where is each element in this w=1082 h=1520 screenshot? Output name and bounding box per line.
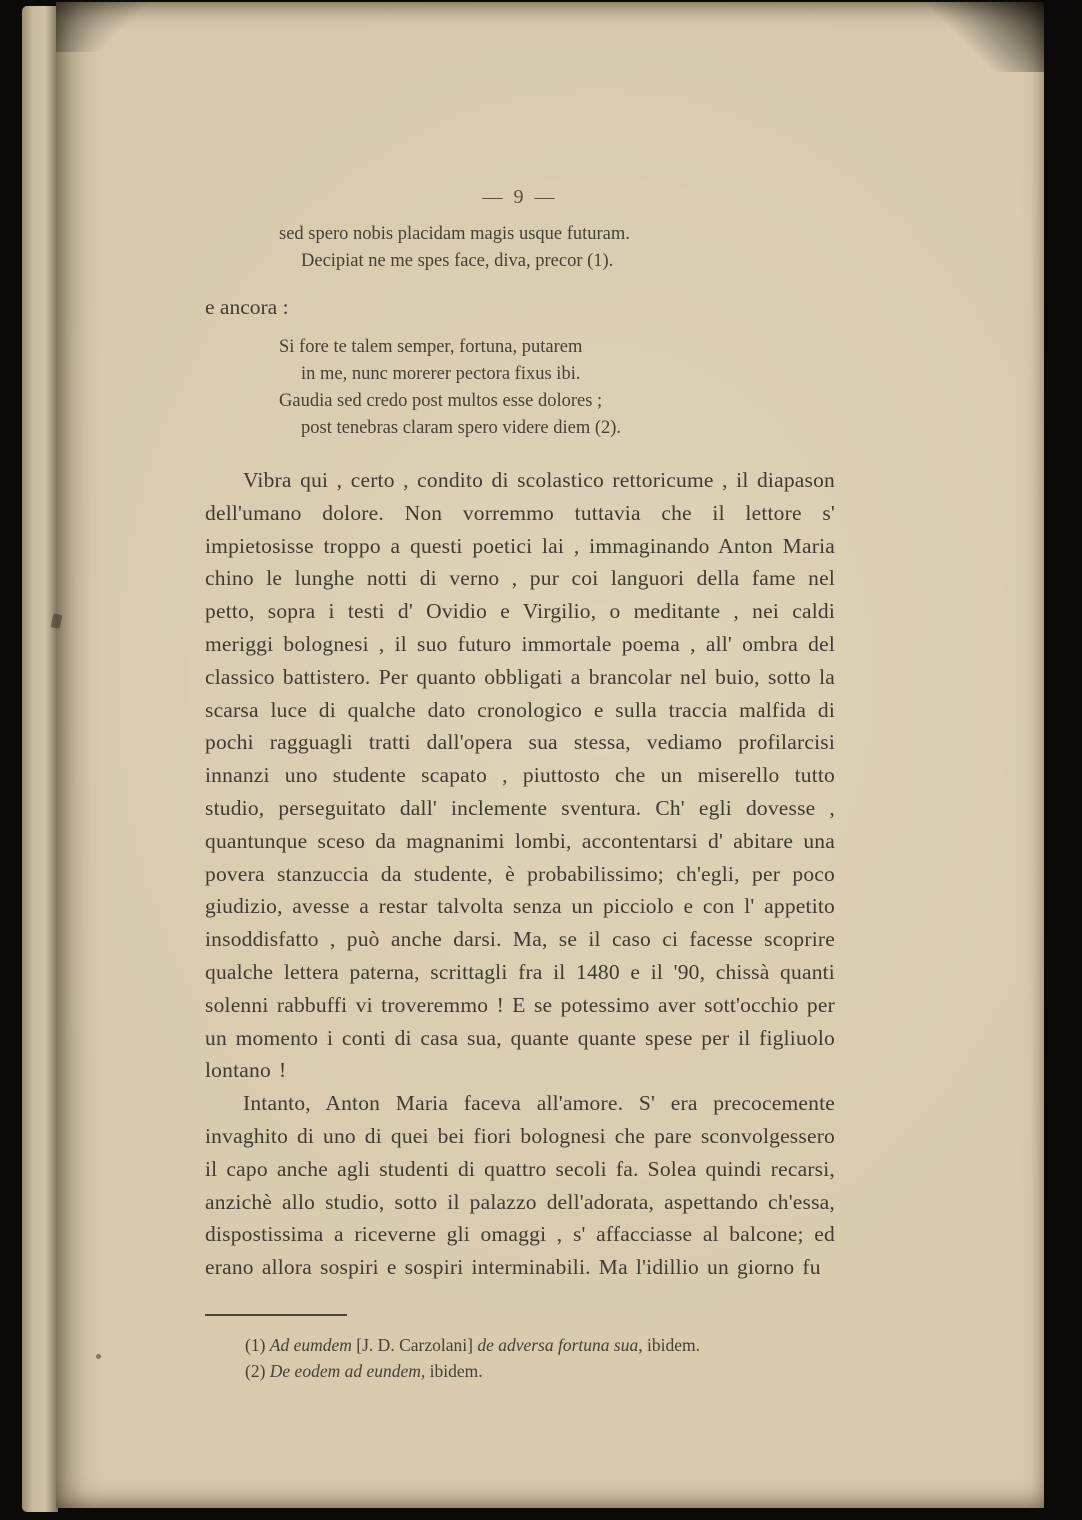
footnote-text: [J. D. Carzolani] (356, 1334, 473, 1355)
paper-speck (51, 613, 63, 629)
verse-line: Si fore te talem semper, fortuna, putarem (279, 337, 583, 357)
verse-line: Gaudia sed credo post multos esse dolores ; (279, 391, 603, 411)
footnote-1 (205, 1332, 835, 1358)
underlying-page-edge (22, 6, 58, 1512)
footnote-title: de adversa fortuna sua, (477, 1334, 643, 1355)
verse-line: post tenebras claram spero videre diem (2). (301, 418, 622, 438)
verse-line: Decipiat ne me spes face, diva, precor (1). (301, 251, 614, 271)
paper-speck (96, 1354, 101, 1359)
corner-shadow-top-right (894, 2, 1044, 72)
interlude-text: e ancora : (205, 295, 289, 319)
verse-line: sed spero nobis placidam magis usque futuram. (279, 224, 630, 244)
latin-verse-2 (279, 334, 835, 442)
verse-line: in me, nunc morerer pectora fixus ibi. (301, 364, 581, 384)
text-block (205, 2, 835, 1384)
body-paragraph: Intanto, Anton Maria faceva all'amore. S' era precocemente invaghito di uno di quei bei fiori bolognesi che pare sconvolgessero il capo anche agli studenti di quattro secoli fa. Solea quindi recarsi, anzichè allo studio, sotto il palazzo dell'adorata, aspettando ch'essa, dispostissima a riceverne gli omaggi , s' affacciasse al balcone; ed erano allora sospiri e sospiri interminabili. Ma l'idillio un giorno fu (205, 1091, 835, 1280)
latin-verse-1 (279, 221, 835, 275)
page-number: — 9 — (482, 186, 558, 208)
footnote-title: De eodem ad eundem, (269, 1360, 426, 1381)
footnote-2 (205, 1358, 835, 1384)
footnote-divider (205, 1314, 347, 1316)
footnote-label: (2) (245, 1360, 266, 1381)
body-paragraph: Vibra qui , certo , condito di scolastico rettoricume , il diapason dell'umano dolore. Non vorremmo tuttavia che il lettore s' impietosisse troppo a questi poetici lai , immaginando Anton Maria chino le lunghe notti di verno , pur coi languori della fame nel petto, sopra i testi d' Ovidio e Virgilio, o meditante , nei caldi meriggi bolognesi , il suo futuro immortale poema , all' ombra del classico battistero. Per quanto obbligati a brancolar nel buio, sotto la scarsa luce di qualche dato cronologico e sulla traccia malfida di pochi ragguagli tratti dall'opera sua stessa, vediamo profilarcisi innanzi uno studente scapato , piuttosto che un miserello tutto studio, perseguitato dall' inclemente sventura. Ch' egli dovesse , quantunque sceso da magnanimi lombi, accontentarsi d' abitare una povera stanzuccia da studente, è probabilissimo; ch'egli, per poco giudizio, avesse a restar talvolta senza un picciolo e con l' appetito insoddisfatto , può anche darsi. Ma, se il caso ci facesse scoprire qualche lettera paterna, scrittagli fra il 1480 e il '90, chissà quanti solenni rabbuffi vi troveremmo ! E se potessimo aver sott'occhio per un momento i conti di casa sua, quante quante spese per il figliuolo lontano ! (205, 468, 835, 1083)
footnote-text: ibidem. (646, 1334, 700, 1355)
book-page (56, 2, 1044, 1508)
footnote-title: Ad eumdem (269, 1334, 352, 1355)
footnote-label: (1) (245, 1334, 266, 1355)
footnotes (205, 1332, 835, 1384)
footnote-text: ibidem. (429, 1360, 483, 1381)
corner-shadow-top-left (56, 2, 166, 52)
